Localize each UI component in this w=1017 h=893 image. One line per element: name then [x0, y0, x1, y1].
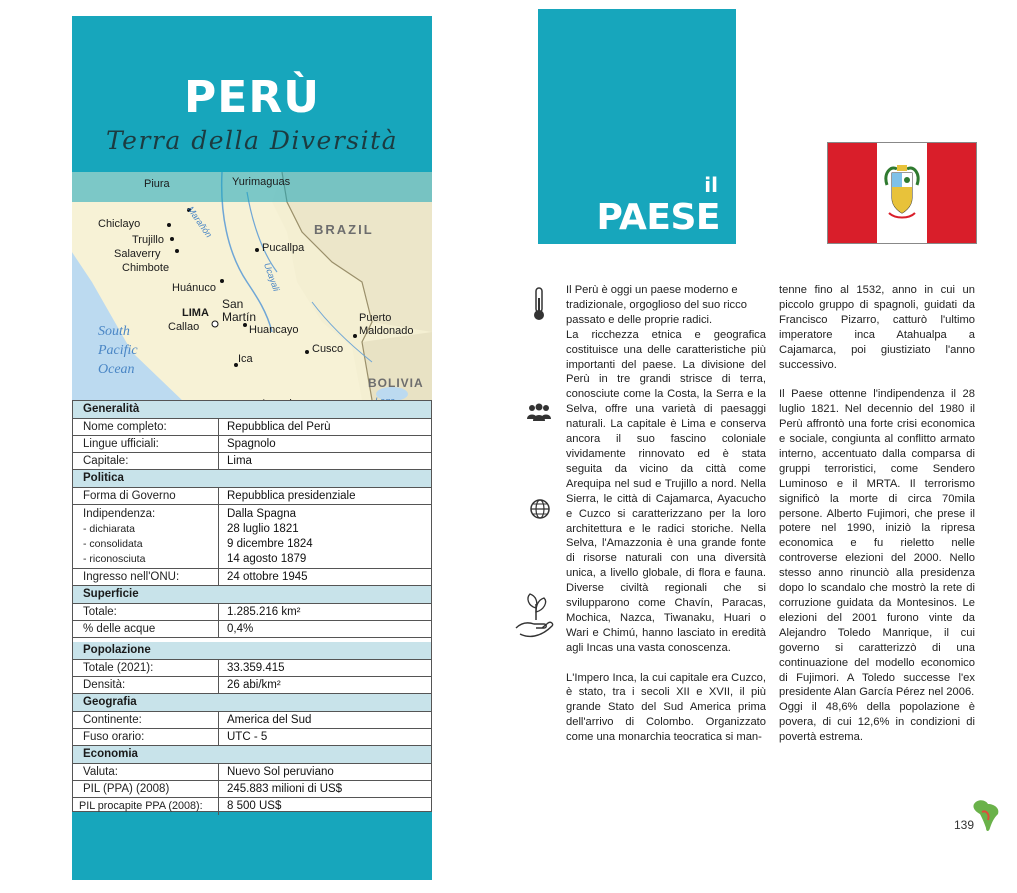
section-politica: Politica: [73, 470, 431, 488]
country-title: PERÙ: [184, 72, 320, 123]
row-key: PIL procapite PPA (2008):: [73, 798, 219, 815]
map-label-huancayo: Huancayo: [249, 324, 299, 336]
flag-icon: [827, 142, 977, 244]
text-column-1: [566, 283, 766, 745]
map-label-chimbote: Chimbote: [122, 262, 170, 274]
row-value-line: 9 dicembre 1824: [227, 538, 313, 550]
row-value: 26 abi/km²: [227, 679, 281, 691]
map-label-callao: Callao: [168, 321, 200, 333]
flag-white-band: [877, 143, 927, 243]
text-column-2: [779, 283, 975, 745]
section-popolazione: Popolazione: [73, 642, 431, 660]
table-row: [73, 677, 431, 694]
map-label-san-martin: San Martín: [222, 297, 257, 324]
map-label-ocean: South Pacific Ocean: [98, 324, 138, 377]
paragraph: L'Impero Inca, la cui capitale era Cuzco, è stato, tra i secoli XII e XVII, il più grande Stato del Sud America prima dell'arrivo di Colombo. Organizzato come una monarchia teocratica si man-: [566, 671, 766, 744]
country-subtitle: Terra della Diversità: [105, 126, 399, 155]
peru-map: [72, 172, 432, 400]
row-value: UTC - 5: [227, 731, 268, 743]
row-key: Densità:: [73, 677, 219, 693]
paragraph: La ricchezza etnica e geografica costituisce una delle caratteristiche più importanti del paese. La divisione del Perù in tre grandi strisce di terra, conosciute come la Costa, la Serra e la Selva, offre una varietà di paesaggi naturali. La capitale è Lima e conserva ancora il suo fascino coloniale vividamente rinnovato ed è stata seguita da vicino da città come Arequipa nel sud e Trujillo a nord. Nella Sierra, le città di Cajamarca, Ayacucho e Cuzco si caratterizzano per la loro architettura e le radici storiche. Nella Selva, l'Amazzonia è una grande fonte di risorse naturali con una diversità unica, a livello globale, di flora e fauna. Diverse civiltà regionali che si svilupparono come Chavín, Paracas, Mochica, Nazca, Tiwanaku, Huari o Wari e Chimú, hanno lasciato in eredità agli Incas una vasta conoscenza.: [566, 328, 766, 654]
paese-il: il: [704, 173, 718, 197]
row-value: 33.359.415: [227, 662, 285, 674]
row-key: Lingue ufficiali:: [73, 436, 219, 452]
table-row: [73, 712, 431, 729]
table-row: [73, 569, 431, 586]
table-row: [73, 764, 431, 781]
map-label-maranon: Marañón: [185, 204, 215, 240]
row-key: Valuta:: [73, 764, 219, 780]
row-value: Repubblica del Perù: [227, 421, 331, 433]
row-key: Totale (2021):: [73, 660, 219, 676]
section-geografia: Geografia: [73, 694, 431, 712]
map-label-bolivia: BOLIVIA: [368, 376, 424, 390]
map-label-yurimaguas: Yurimaguas: [232, 176, 291, 188]
row-key-line: Indipendenza:: [83, 508, 156, 520]
people-icon: [526, 403, 552, 423]
paese-title-box: [538, 9, 736, 244]
row-value: Spagnolo: [227, 438, 276, 450]
paragraph: Il Perù è oggi un paese moderno e tradizionale, orgoglioso del suo ricco passato e delle proprie radici.: [566, 284, 747, 326]
page-number: 139: [954, 818, 975, 832]
map-label-ucayali: Ucayali: [262, 261, 282, 293]
row-key-line: - consolidata: [83, 538, 143, 550]
row-key: Totale:: [73, 604, 219, 620]
map-label-ica: Ica: [238, 353, 253, 365]
table-row: [73, 453, 431, 470]
map-label-brazil: BRAZIL: [314, 222, 374, 237]
row-value: 1.285.216 km²: [227, 606, 301, 618]
table-row: [73, 505, 431, 569]
row-value: Lima: [227, 455, 252, 467]
row-key: PIL (PPA) (2008): [73, 781, 219, 797]
map-label-salaverry: Salaverry: [114, 248, 161, 260]
section-economia: Economia: [73, 746, 431, 764]
row-key: % delle acque: [73, 621, 219, 637]
row-key: Ingresso nell'ONU:: [73, 569, 219, 585]
table-row: [73, 660, 431, 677]
row-value-line: Dalla Spagna: [227, 508, 297, 520]
table-row: [73, 729, 431, 746]
country-panel: [72, 16, 432, 880]
table-row: [73, 621, 431, 638]
table-row: [73, 604, 431, 621]
south-america-icon: [972, 796, 1002, 834]
flag-red-band: [927, 143, 976, 243]
row-key: Continente:: [73, 712, 219, 728]
row-value: [219, 505, 431, 568]
row-value: 0,4%: [227, 623, 254, 635]
map-label-trujillo: Trujillo: [132, 234, 164, 246]
section-generalita: Generalità: [73, 401, 431, 419]
paese-heading: PAESE: [596, 197, 720, 238]
row-value: Repubblica presidenziale: [227, 490, 356, 502]
coat-of-arms-icon: [877, 143, 927, 243]
map-label-piura: Piura: [144, 178, 170, 190]
row-key-line: - dichiarata: [83, 523, 135, 535]
map-label-cusco: Cusco: [312, 343, 344, 355]
row-key-line: - riconosciuta: [83, 553, 146, 565]
map-label-pucallpa: Pucallpa: [262, 242, 305, 254]
map-label-chiclayo: Chiclayo: [98, 218, 141, 230]
row-value-line: 28 luglio 1821: [227, 523, 299, 535]
paragraph: tenne fino al 1532, anno in cui un piccolo gruppo di spagnoli, guidati da Francisco Pizarro, catturò l'ultimo imperatore inca Atahualpa a Cajamarca, poi giustiziato l'anno successivo.: [779, 284, 975, 371]
map-label-huanuco: Huánuco: [172, 282, 217, 294]
row-value-line: 14 agosto 1879: [227, 553, 307, 565]
table-row: [73, 419, 431, 436]
map-label-lima: LIMA: [182, 307, 209, 319]
flag-red-band: [828, 143, 877, 243]
table-row: [73, 781, 431, 798]
globe-icon: [529, 498, 551, 520]
row-value: 24 ottobre 1945: [227, 571, 308, 583]
row-value: 8 500 US$: [227, 800, 282, 812]
map-label-puerto-maldonado: Puerto Maldonado: [359, 312, 414, 337]
row-value: America del Sud: [227, 714, 312, 726]
table-row: [73, 436, 431, 453]
row-key: Fuso orario:: [73, 729, 219, 745]
plant-hand-icon: [514, 590, 556, 640]
info-table: [72, 400, 432, 812]
row-key: [73, 505, 219, 568]
table-row: [73, 798, 431, 815]
row-value: Nuevo Sol peruviano: [227, 766, 334, 778]
row-key: Nome completo:: [73, 419, 219, 435]
table-row: [73, 488, 431, 505]
row-key: Capitale:: [73, 453, 219, 469]
paragraph: Oggi il 48,6% della popolazione è povera, di cui 12,6% in condizioni di povertà estrema.: [779, 701, 975, 744]
paragraph: Il Paese ottenne l'indipendenza il 28 luglio 1821. Nel decennio del 1980 il Perù affrontò una forte crisi economica e sociale, congiunta al conflitto armato interno, accentuato dalla comparsa di gruppi terroristici, come Sendero Luminoso e il MRTA. Il terrorismo significò la morte di circa 70mila persone. Alberto Fujimori, che prese il potere nel 1990, iniziò la ripresa economica e fu rieletto nelle controverse elezioni del 2000. Nello stesso anno rinunciò alla presidenza dopo lo scandalo che mostrò la rete di corruzione guidata da Montesinos. Le elezioni del 2001 furono vinte da Alejandro Toledo Manrique, il cui governo si caratterizzò di una continuazione del modello economico di Fujimori. A Toledo successe l'ex presidente Alan García Pérez nel 2006.: [779, 388, 975, 699]
row-key: Forma di Governo: [73, 488, 219, 504]
section-superficie: Superficie: [73, 586, 431, 604]
thermometer-icon: [530, 286, 548, 322]
row-value: 245.883 milioni di US$: [227, 783, 343, 795]
